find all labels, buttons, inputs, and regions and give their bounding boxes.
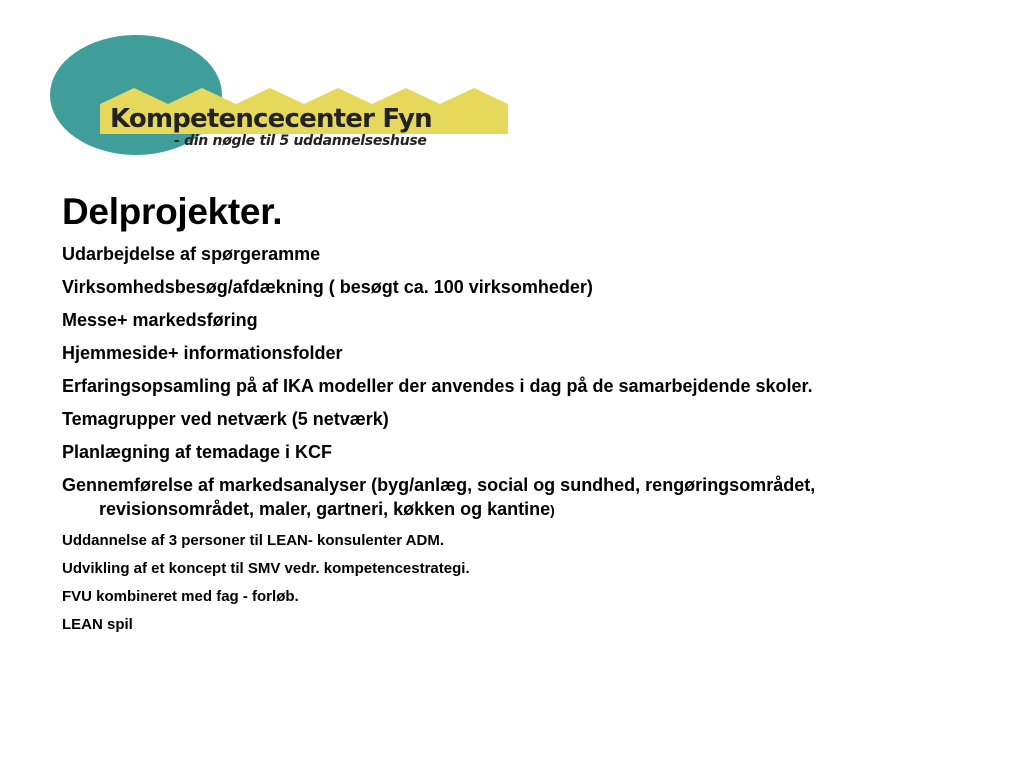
- list-item: Udvikling af et koncept til SMV vedr. kompetencestrategi.: [62, 560, 470, 577]
- list-item: LEAN spil: [62, 616, 133, 633]
- logo: [0, 0, 540, 160]
- list-item: Erfaringsopsamling på af IKA modeller der anvendes i dag på de samarbejdende skoler.: [62, 376, 813, 396]
- list-item: Planlægning af temadage i KCF: [62, 442, 333, 462]
- slide-title: Delprojekter.: [62, 191, 283, 232]
- logo-tagline: - din nøgle til 5 uddannelseshuse: [174, 133, 427, 149]
- list-item: Temagrupper ved netværk (5 netværk): [62, 409, 389, 429]
- list-item: Uddannelse af 3 personer til LEAN- konsulenter ADM.: [62, 532, 445, 549]
- bullet-list: [62, 242, 962, 635]
- list-item: [62, 473, 962, 522]
- list-item-closing-paren: ): [550, 502, 555, 518]
- list-item: Udarbejdelse af spørgeramme: [62, 244, 321, 264]
- list-item: FVU kombineret med fag - forløb.: [62, 588, 299, 605]
- logo-name: Kompetencecenter Fyn: [110, 104, 432, 134]
- list-item-text: Gennemførelse af markedsanalyser (byg/anlæg, social og sundhed, rengøringsområdet, revisionsområdet, maler, gartneri, køkken og kantine: [62, 475, 816, 519]
- list-item: Messe+ markedsføring: [62, 310, 258, 330]
- list-item: Virksomhedsbesøg/afdækning ( besøgt ca. 100 virksomheder): [62, 277, 593, 297]
- slide-content: [62, 190, 962, 643]
- list-item: Hjemmeside+ informationsfolder: [62, 343, 343, 363]
